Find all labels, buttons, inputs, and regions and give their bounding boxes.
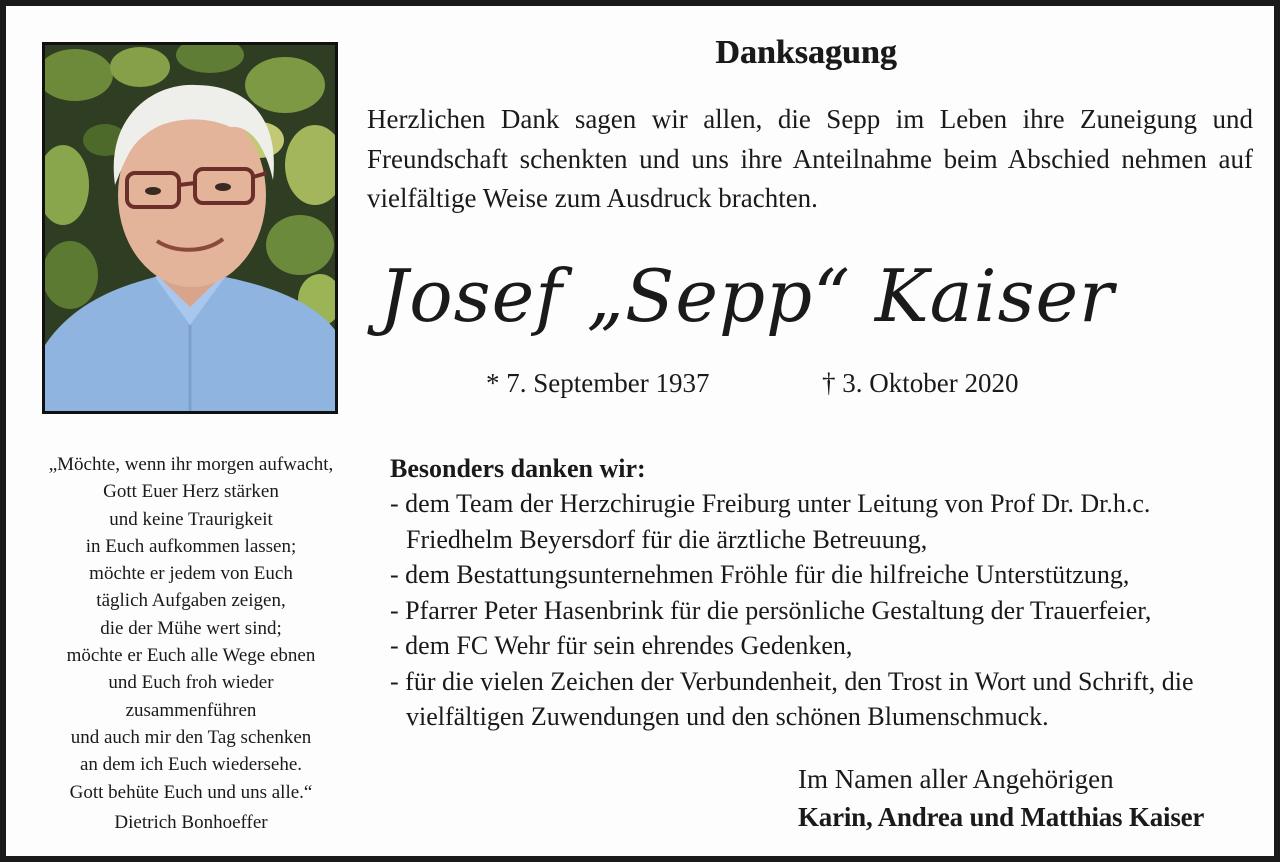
poem-line: möchte er Euch alle Wege ebnen [66, 645, 316, 667]
poem-line: „Möchte, wenn ihr morgen aufwacht, [48, 454, 334, 475]
thanks-list [390, 486, 1260, 735]
thanks-item: - dem Bestattungsunternehmen Fröhle für die hilfreiche Unterstützung, [390, 560, 1130, 589]
thanks-item: - dem Team der Herzchirugie Freiburg unter Leitung von Prof Dr. Dr.h.c. Friedhelm Beyersdorf für die ärztliche Betreuung, [390, 489, 1151, 554]
poem-author: Dietrich Bonhoeffer [114, 812, 268, 833]
poem-line: möchte er jedem von Euch [89, 563, 293, 585]
thanks-item: - dem FC Wehr für sein ehrendes Gedenken, [390, 631, 853, 660]
poem-line: zusammenführen [125, 699, 257, 721]
portrait-image [45, 45, 335, 411]
poem-line: und keine Traurigkeit [109, 508, 273, 530]
thanks-item: - Pfarrer Peter Hasenbrink für die persönliche Gestaltung der Trauerfeier, [390, 595, 1152, 625]
thanks-item: - für die vielen Zeichen der Verbundenheit, den Trost in Wort und Schrift, die vielfältigen Zuwendungen und den schönen Blumenschmuck. [390, 666, 1194, 731]
poem-line: Gott behüte Euch und uns alle.“ [69, 781, 313, 803]
death-date: † 3. Oktober 2020 [822, 368, 1019, 398]
poem-line: an dem ich Euch wiedersehe. [79, 754, 303, 776]
portrait-photo [42, 42, 338, 414]
poem-line: die der Mühe wert sind; [100, 617, 282, 639]
poem-line: und auch mir den Tag schenken [70, 726, 312, 748]
signoff-line: Im Namen aller Angehörigen [798, 764, 1114, 794]
intro-text: Herzlichen Dank sagen wir allen, die Sepp im Leben ihre Zuneigung und Freundschaft schenkten und uns ihre Anteilnahme beim Abschied nehmen auf vielfältige Weise zum Ausdruck brachten. [367, 104, 1253, 213]
poem-line: täglich Aufgaben zeigen, [96, 590, 286, 612]
poem-line: Gott Euer Herz stärken [103, 481, 279, 503]
poem-quote [26, 451, 356, 806]
signers-line: Karin, Andrea und Matthias Kaiser [798, 802, 1205, 832]
birth-date: * 7. September 1937 [486, 368, 710, 398]
poem-line: und Euch froh wieder [108, 672, 274, 694]
page-title: Danksagung [715, 34, 897, 71]
poem-line: in Euch aufkommen lassen; [85, 535, 297, 557]
thanks-heading: Besonders danken wir: [390, 454, 646, 483]
deceased-name: Josef „Sepp“ Kaiser [379, 254, 1115, 338]
